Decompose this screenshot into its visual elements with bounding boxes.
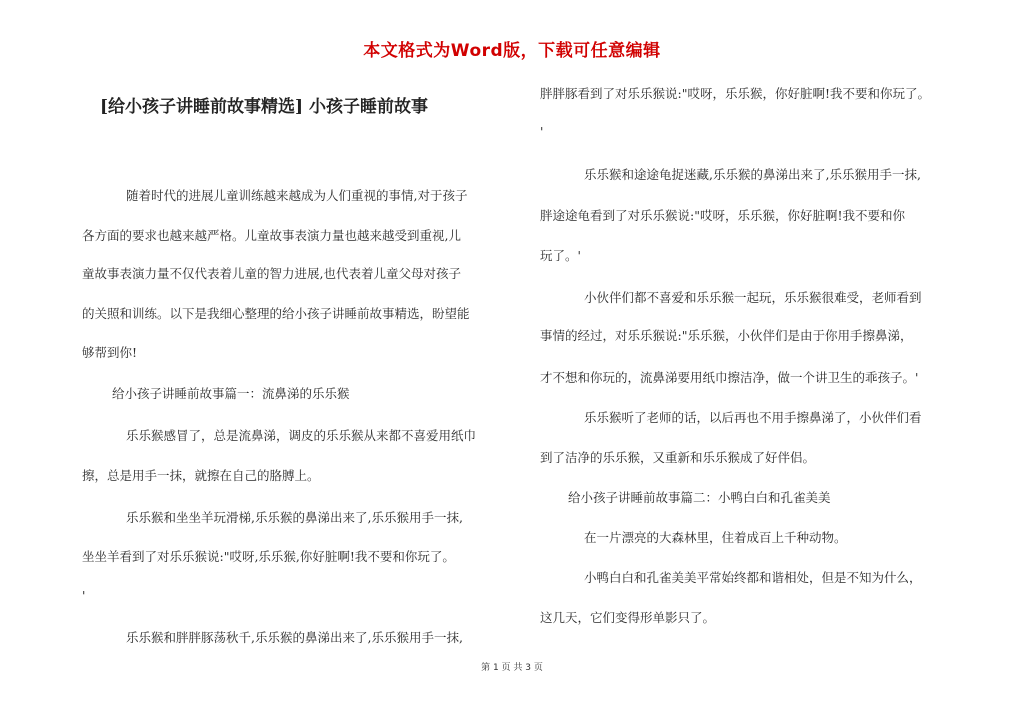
paragraph-line: 乐乐猴感冒了，总是流鼻涕，调皮的乐乐猴从来都不喜爱用纸巾 xyxy=(126,428,477,443)
paragraph-line: 才不想和你玩的，流鼻涕要用纸巾擦洁净，做一个讲卫生的乖孩子。' xyxy=(540,370,919,385)
paragraph-line: 乐乐猴和坐坐羊玩滑梯,乐乐猴的鼻涕出来了,乐乐猴用手一抹, xyxy=(126,510,463,525)
word-format-banner: 本文格式为Word版，下载可任意编辑 xyxy=(363,41,661,61)
paragraph-line: 胖胖豚看到了对乐乐猴说:"哎呀，乐乐猴，你好脏啊!我不要和你玩了。 xyxy=(540,86,930,101)
paragraph-line: ' xyxy=(82,588,86,603)
paragraph-line: 小鸭白白和孔雀美美平常始终都和谐相处，但是不知为什么， xyxy=(584,570,922,585)
paragraph-line: 乐乐猴和途途龟捉迷藏,乐乐猴的鼻涕出来了,乐乐猴用手一抹, xyxy=(584,167,921,182)
paragraph-line: 在一片漂亮的大森林里，住着成百上千种动物。 xyxy=(584,530,847,545)
paragraph-line: 的关照和训练。以下是我细心整理的给小孩子讲睡前故事精选，盼望能 xyxy=(82,306,470,321)
paragraph-line: 乐乐猴听了老师的话，以后再也不用手擦鼻涕了，小伙伴们看 xyxy=(584,410,922,425)
section-heading: 给小孩子讲睡前故事篇一：流鼻涕的乐乐猴 xyxy=(112,386,350,401)
paragraph-line: 童故事表演力量不仅代表着儿童的智力进展,也代表着儿童父母对孩子 xyxy=(82,266,461,281)
section-heading: 给小孩子讲睡前故事篇二：小鸭白白和孔雀美美 xyxy=(568,490,831,505)
document-title: [给小孩子讲睡前故事精选] 小孩子睡前故事 xyxy=(100,97,429,117)
paragraph-line: 擦，总是用手一抹，就擦在自己的胳膊上。 xyxy=(82,468,320,483)
paragraph-line: 够帮到你! xyxy=(82,345,138,360)
paragraph-line: 胖途途龟看到了对乐乐猴说:"哎呀，乐乐猴，你好脏啊!我不要和你 xyxy=(540,208,905,223)
paragraph-line: 到了洁净的乐乐猴，又重新和乐乐猴成了好伴侣。 xyxy=(540,450,816,465)
paragraph-line: 各方面的要求也越来越严格。儿童故事表演力量也越来越受到重视,儿 xyxy=(82,228,461,243)
paragraph-line: 事情的经过，对乐乐猴说:"乐乐猴，小伙伴们是由于你用手擦鼻涕， xyxy=(540,328,913,343)
paragraph-line: 坐坐羊看到了对乐乐猴说:"哎呀,乐乐猴,你好脏啊!我不要和你玩了。 xyxy=(82,549,455,564)
paragraph-line: 随着时代的进展儿童训练越来越成为人们重视的事情,对于孩子 xyxy=(126,188,468,203)
paragraph-line: ' xyxy=(540,124,544,139)
paragraph-line: 玩了。' xyxy=(540,248,581,263)
paragraph-line: 小伙伴们都不喜爱和乐乐猴一起玩，乐乐猴很难受，老师看到 xyxy=(584,290,922,305)
page-number-footer: 第 1 页 共 3 页 xyxy=(481,663,543,673)
paragraph-line: 这几天，它们变得形单影只了。 xyxy=(540,610,716,625)
paragraph-line: 乐乐猴和胖胖豚荡秋千,乐乐猴的鼻涕出来了,乐乐猴用手一抹, xyxy=(126,630,463,645)
